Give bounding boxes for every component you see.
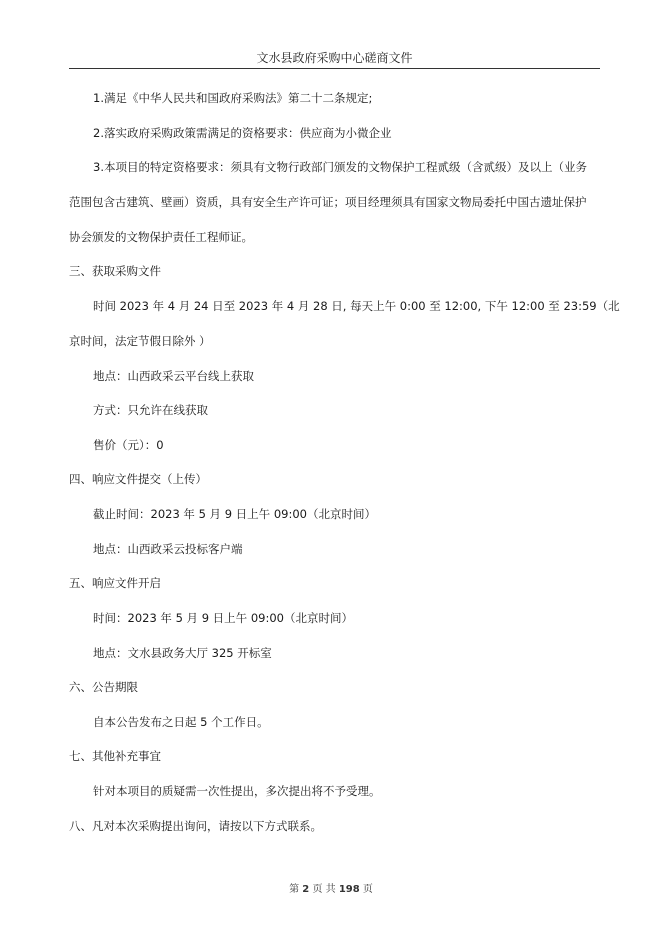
section-4-heading: 四、响应文件提交（上传） bbox=[69, 472, 207, 486]
requirement-3-line-3: 协会颁发的文物保护责任工程师证。 bbox=[69, 230, 253, 244]
section-3-time-line-2: 京时间，法定节假日除外 ） bbox=[69, 334, 211, 348]
requirement-1: 1.满足《中华人民共和国政府采购法》第二十二条规定; bbox=[93, 91, 373, 105]
footer-page-number: 2 bbox=[302, 884, 310, 895]
section-5-time: 时间：2023 年 5 月 9 日上午 09:00（北京时间） bbox=[93, 611, 353, 625]
section-3-price: 售价（元）：0 bbox=[93, 438, 164, 452]
section-8-heading: 八、凡对本次采购提出询问，请按以下方式联系。 bbox=[69, 819, 322, 833]
requirement-2: 2.落实政府采购政策需满足的资格要求：供应商为小微企业 bbox=[93, 126, 392, 140]
footer-prefix: 第 bbox=[289, 884, 300, 895]
footer-total-pages: 198 bbox=[338, 884, 360, 895]
section-4-place: 地点：山西政采云投标客户端 bbox=[93, 542, 243, 556]
section-6-text: 自本公告发布之日起 5 个工作日。 bbox=[93, 715, 269, 729]
section-5-place: 地点：文水县政务大厅 325 开标室 bbox=[93, 646, 272, 660]
requirement-3-line-2: 范围包含古建筑、壁画）资质，具有安全生产许可证；项目经理须具有国家文物局委托中国古遗址保护 bbox=[69, 195, 587, 209]
page-footer bbox=[0, 883, 662, 897]
section-5-heading: 五、响应文件开启 bbox=[69, 576, 161, 590]
section-3-time-line-1: 时间 2023 年 4 月 24 日至 2023 年 4 月 28 日, 每天上午 0:00 至 12:00, 下午 12:00 至 23:59（北 bbox=[93, 299, 620, 313]
section-4-deadline: 截止时间：2023 年 5 月 9 日上午 09:00（北京时间） bbox=[93, 507, 376, 521]
section-7-text: 针对本项目的质疑需一次性提出，多次提出将不予受理。 bbox=[93, 784, 381, 798]
section-7-heading: 七、其他补充事宜 bbox=[69, 749, 161, 763]
section-3-place: 地点：山西政采云平台线上获取 bbox=[93, 369, 254, 383]
section-3-heading: 三、获取采购文件 bbox=[69, 264, 161, 278]
requirement-3-line-1: 3.本项目的特定资格要求：须具有文物行政部门颁发的文物保护工程贰级（含贰级）及以上（业务 bbox=[93, 160, 587, 174]
page-header: 文水县政府采购中心磋商文件 bbox=[69, 50, 600, 69]
section-6-heading: 六、公告期限 bbox=[69, 680, 138, 694]
footer-suffix: 页 bbox=[362, 884, 373, 895]
section-3-method: 方式：只允许在线获取 bbox=[93, 403, 208, 417]
footer-middle: 页 共 bbox=[312, 884, 336, 895]
